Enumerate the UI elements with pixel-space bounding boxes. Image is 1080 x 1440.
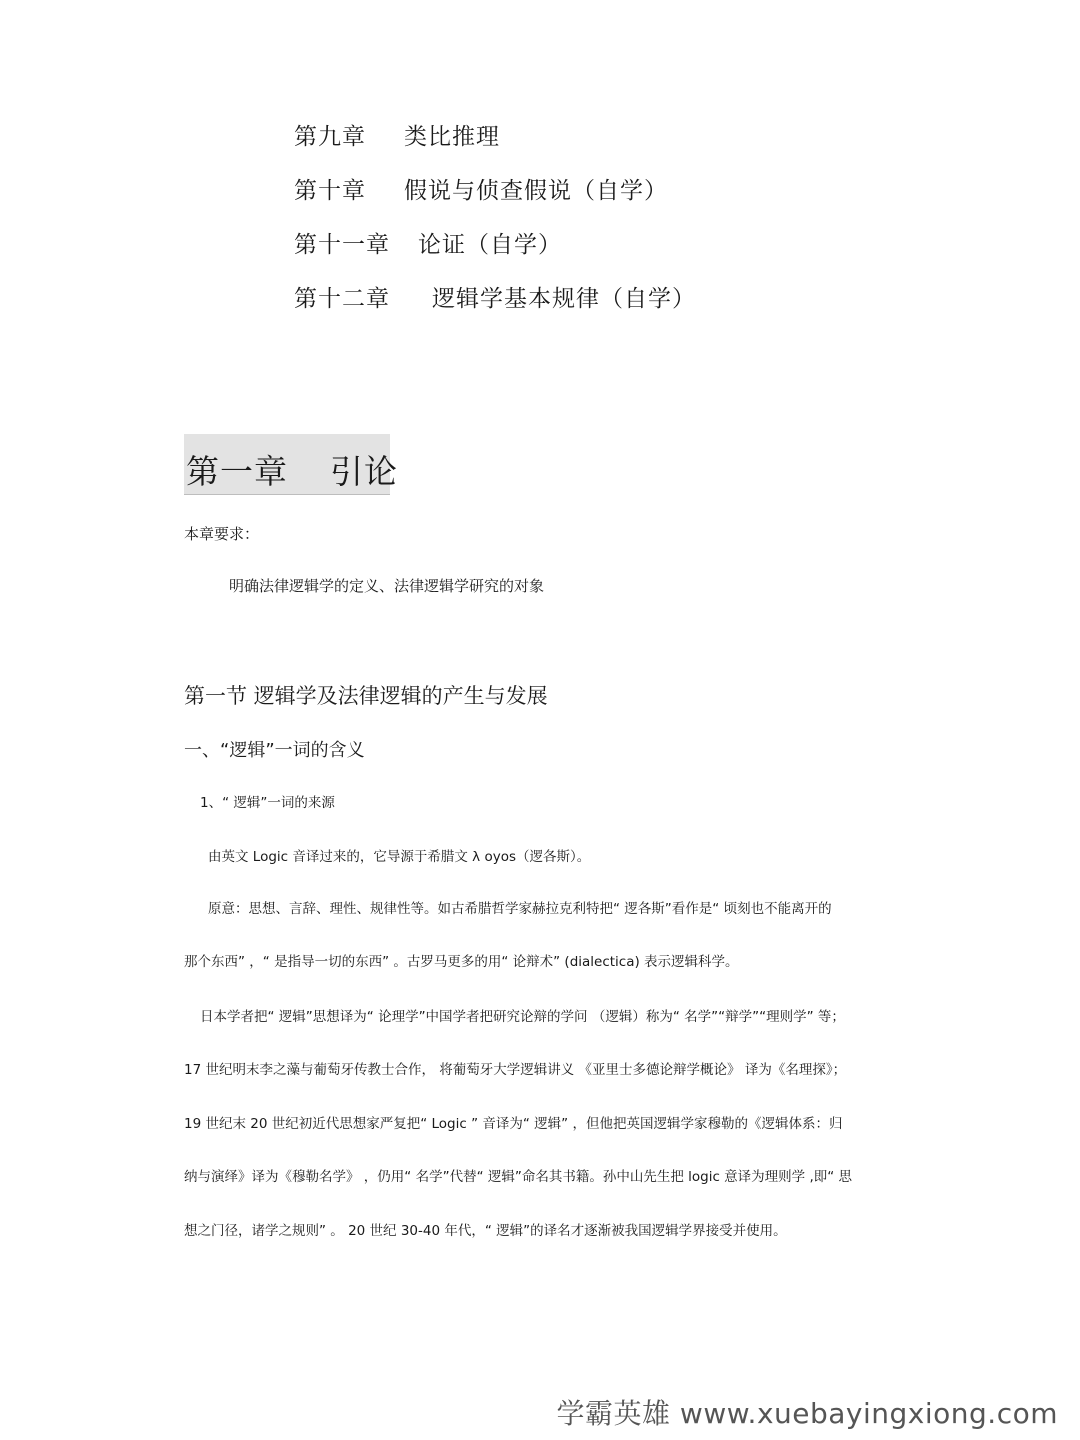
requirements-label: 本章要求： <box>184 525 260 543</box>
toc-entry <box>294 172 668 205</box>
toc-chapter-number: 第十章 <box>294 178 366 204</box>
paragraph-line: 19 世纪末 20 世纪初近代思想家严复把“ Logic ” 音译为“ 逻辑” ，但他把英国逻辑学家穆勒的《逻辑体系：归 <box>184 1116 843 1132</box>
requirements-text: 明确法律逻辑学的定义、法律逻辑学研究的对象 <box>229 577 545 595</box>
chapter-subtitle: 引论 <box>330 452 398 491</box>
paragraph-line: 原意：思想、言辞、理性、规律性等。如古希腊哲学家赫拉克利特把“ 逻各斯”看作是“ 顷刻也不能离开的 <box>208 901 832 917</box>
toc-chapter-title: 逻辑学基本规律（自学） <box>432 286 696 312</box>
section-title: 第一节 逻辑学及法律逻辑的产生与发展 <box>184 684 548 708</box>
paragraph-line: 那个东西” ，“ 是指导一切的东西” 。古罗马更多的用“ 论辩术” (dialectica) 表示逻辑科学。 <box>184 954 739 970</box>
toc-chapter-number: 第九章 <box>294 124 366 150</box>
toc-chapter-number: 第十二章 <box>294 286 390 312</box>
paragraph-line: 由英文 Logic 音译过来的，它导源于希腊文 λ oyos（逻各斯）。 <box>208 849 591 865</box>
item-title: 1、“ 逻辑”一词的来源 <box>200 795 335 811</box>
chapter-title <box>186 446 398 493</box>
paragraph-line: 17 世纪明末李之藻与葡萄牙传教士合作， 将葡萄牙大学逻辑讲义 《亚里士多德论辩学概论》 译为《名理探》； <box>184 1062 847 1078</box>
toc-entry <box>294 226 562 259</box>
subsection-title: 一、“逻辑”一词的含义 <box>184 740 365 761</box>
toc-chapter-title: 类比推理 <box>404 124 500 150</box>
paragraph-line: 想之门径，诸学之规则” 。 20 世纪 30-40 年代，“ 逻辑”的译名才逐渐被我国逻辑学界接受并使用。 <box>184 1223 787 1239</box>
chapter-number: 第一章 <box>186 452 288 491</box>
toc-entry <box>294 280 696 313</box>
toc-chapter-number: 第十一章 <box>294 232 390 258</box>
paragraph-line: 日本学者把“ 逻辑”思想译为“ 论理学”中国学者把研究论辩的学问 （逻辑）称为“ 名学”“辩学”“理则学” 等； <box>200 1009 845 1025</box>
site-watermark: 学霸英雄 www.xuebayingxiong.com <box>556 1397 1058 1430</box>
toc-chapter-title: 论证（自学） <box>418 232 562 258</box>
toc-chapter-title: 假说与侦查假说（自学） <box>404 178 668 204</box>
paragraph-line: 纳与演绎》译为《穆勒名学》 ，仍用“ 名学”代替“ 逻辑”命名其书籍。孙中山先生把 logic 意译为理则学 ,即“ 思 <box>184 1169 853 1185</box>
toc-entry <box>294 118 500 151</box>
